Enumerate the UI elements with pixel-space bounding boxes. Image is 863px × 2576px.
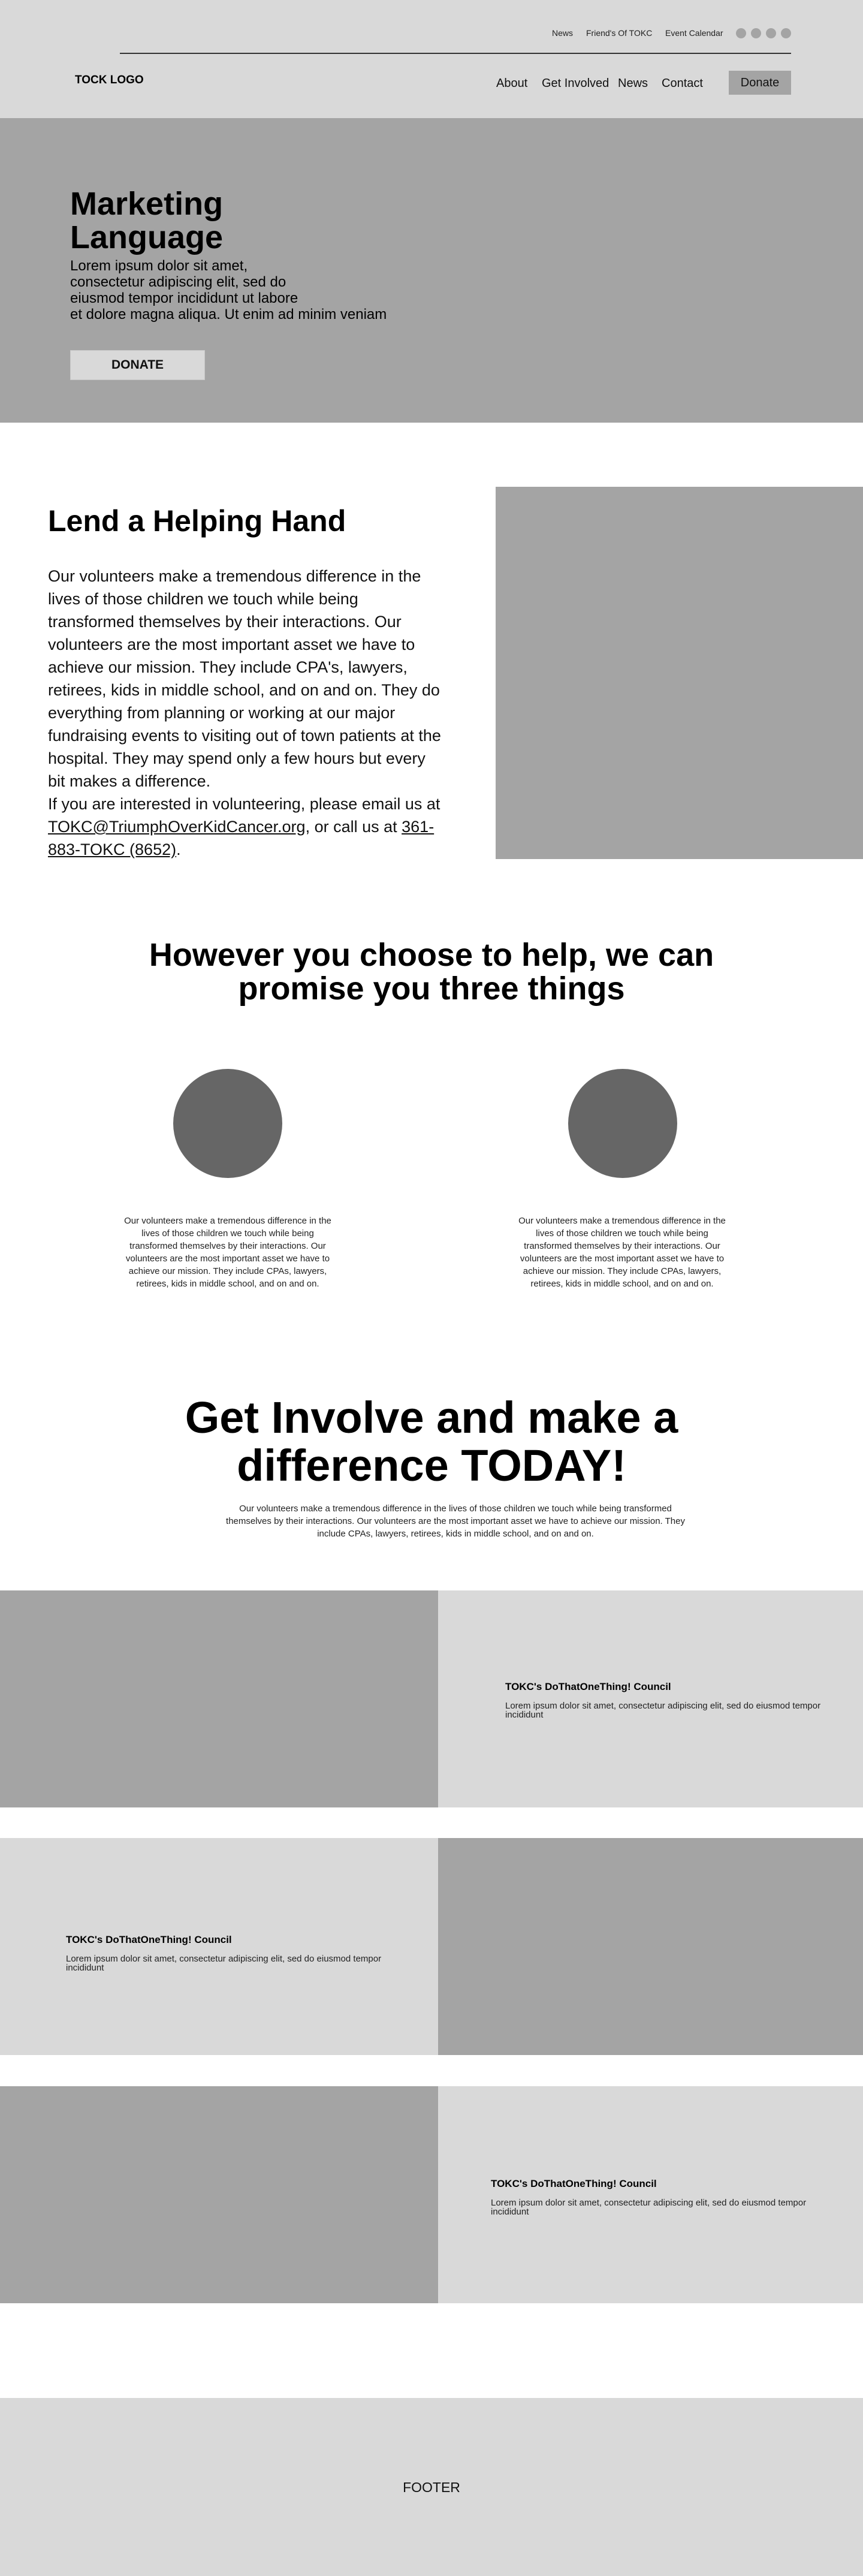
card-3-text: Lorem ipsum dolor sit amet, consectetur adipiscing elit, sed do eiusmod tempor incididunt (491, 2198, 807, 2217)
promises-title: However you choose to help, we can promise you three things (149, 937, 714, 1007)
utility-link-event-calendar[interactable]: Event Calendar (665, 28, 723, 38)
nav-contact[interactable]: Contact (662, 77, 703, 90)
help-paragraph: Our volunteers make a tremendous difference in the lives of those children we touch while being transformed themselves by their interactions. Our volunteers are the most important asset we have to achieve our mission. They include CPA's, lawyers, retirees, kids in middle school, and on and on. They do everything from planning or working at our major fundraising events to visiting out of town patients at the hospital. They may spend only a few hours but every bit makes a difference. (48, 567, 441, 790)
card-2-image (438, 1838, 863, 2055)
involve-body: Our volunteers make a tremendous difference in the lives of those children we touch while being transformed themselves by their interactions. Our volunteers are the most important asset we have to achieve our mission. They include CPAs, lawyers, retirees, kids in middle school, and on and on. (226, 1504, 685, 1539)
social-icon-4[interactable] (781, 28, 791, 38)
help-image-placeholder (496, 487, 863, 859)
social-icon-3[interactable] (766, 28, 776, 38)
card-3-image (0, 2086, 438, 2303)
promise-text-1: Our volunteers make a tremendous difference in the lives of those children we touch while being transformed themselves by their interactions. Our volunteers are the most important asset we have to achieve our mission. They include CPAs, lawyers, retirees, kids in middle school, and on and on. (124, 1216, 331, 1289)
footer-label: FOOTER (403, 2479, 460, 2495)
card-1-image (0, 1590, 438, 1807)
hero-donate-button[interactable]: DONATE (70, 350, 205, 380)
email-link[interactable]: TOKC@TriumphOverKidCancer.org (48, 818, 306, 836)
card-2-title: TOKC's DoThatOneThing! Council (66, 1934, 232, 1945)
card-1-title: TOKC's DoThatOneThing! Council (505, 1681, 671, 1692)
card-1-text: Lorem ipsum dolor sit amet, consectetur adipiscing elit, sed do eiusmod tempor incididunt (505, 1701, 821, 1720)
header-donate-button[interactable]: Donate (729, 71, 791, 95)
hero-body: Lorem ipsum dolor sit amet, consectetur adipiscing elit, sed do eiusmod tempor incididunt ut labore et dolore magna aliqua. Ut enim ad minim veniam (70, 258, 387, 323)
utility-link-friends[interactable]: Friend's Of TOKC (586, 28, 653, 38)
nav-about[interactable]: About (496, 77, 528, 90)
utility-link-news[interactable]: News (552, 28, 574, 38)
card-3 (438, 2086, 863, 2303)
promise-text-2: Our volunteers make a tremendous difference in the lives of those children we touch while being transformed themselves by their interactions. Our volunteers are the most important asset we have to achieve our mission. They include CPAs, lawyers, retirees, kids in middle school, and on and on. (518, 1216, 726, 1289)
promise-image-1 (173, 1069, 282, 1178)
help-end: . (176, 840, 181, 858)
help-call-text: , or call us at (305, 818, 397, 836)
involve-title: Get Involve and make a difference TODAY! (185, 1393, 678, 1490)
hero-section (0, 118, 863, 423)
header-divider (120, 53, 791, 54)
site-header (0, 0, 863, 118)
site-logo[interactable]: TOCK LOGO (75, 74, 144, 86)
card-1 (438, 1590, 863, 1807)
hero-title: Marketing Language (70, 186, 224, 255)
nav-news[interactable]: News (618, 77, 648, 90)
phone-link[interactable]: 361-883-TOKC (8652) (48, 818, 434, 858)
help-contact-intro: If you are interested in volunteering, please email us at (48, 795, 440, 813)
help-title: Lend a Helping Hand (48, 504, 346, 538)
help-body (48, 565, 443, 861)
card-3-title: TOKC's DoThatOneThing! Council (491, 2178, 657, 2189)
card-2-text: Lorem ipsum dolor sit amet, consectetur adipiscing elit, sed do eiusmod tempor incididunt (66, 1954, 382, 1973)
social-icon-1[interactable] (736, 28, 746, 38)
nav-get-involved[interactable]: Get Involved (542, 77, 609, 90)
site-footer (0, 2398, 863, 2576)
promise-image-2 (568, 1069, 677, 1178)
card-2 (0, 1838, 438, 2055)
social-icon-2[interactable] (751, 28, 761, 38)
